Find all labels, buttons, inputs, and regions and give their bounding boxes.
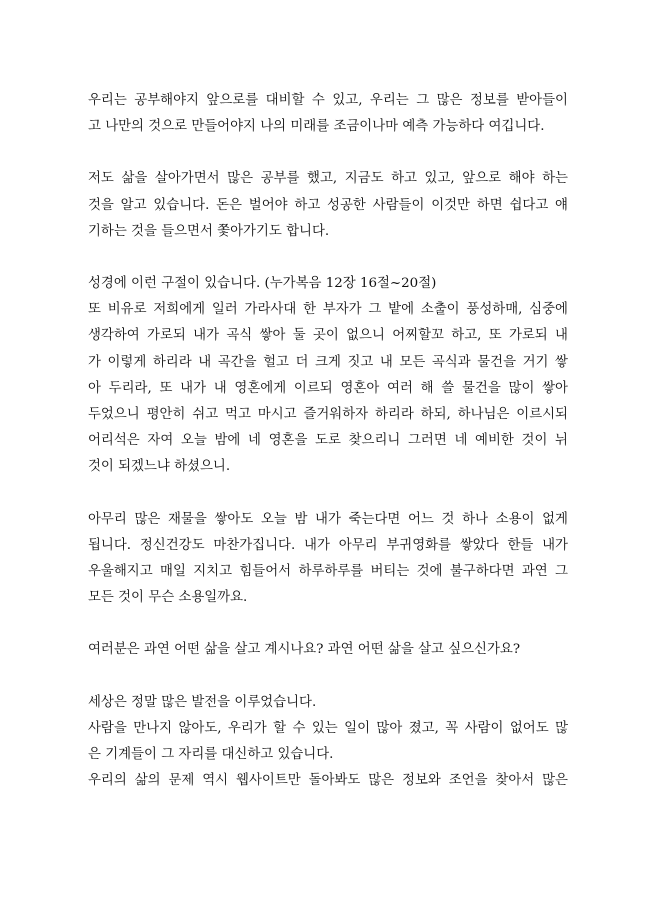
text-line: 세상은 정말 많은 발전을 이루었습니다. <box>88 694 317 710</box>
text-line: 우리의 삶의 문제 역시 웹사이트만 돌아봐도 많은 정보와 조언을 찾아서 많은 <box>88 773 568 789</box>
text-line: 모든 것이 무슨 소용일까요. <box>88 590 248 606</box>
text-line: 것을 알고 있습니다. 돈은 벌어야 하고 성공한 사람들이 이것만 하면 쉽다고 얘 <box>88 197 568 213</box>
paragraph-4 <box>88 507 568 612</box>
text-line: 성경에 이런 구절이 있습니다. (누가복음 12장 16절~20절) <box>88 276 437 292</box>
paragraph-5 <box>88 637 568 663</box>
text-line: 것이 되겠느냐 하셨으니. <box>88 459 231 475</box>
text-line: 또 비유로 저희에게 일러 가라사대 한 부자가 그 밭에 소출이 풍성하매, 심중에 <box>88 302 568 318</box>
text-line: 사람을 만나지 않아도, 우리가 할 수 있는 일이 많아 졌고, 꼭 사람이 없어도 많 <box>88 720 568 736</box>
text-line: 가 이렇게 하리라 내 곡간을 헐고 더 크게 짓고 내 모든 곡식과 물건을 거기 쌓 <box>88 354 568 370</box>
document-body <box>88 88 568 794</box>
text-line: 생각하여 가로되 내가 곡식 쌓아 둘 곳이 없으니 어찌할꼬 하고, 또 가로되 내 <box>88 328 568 344</box>
text-line: 아무리 많은 재물을 쌓아도 오늘 밤 내가 죽는다면 어느 것 하나 소용이 없게 <box>88 511 568 527</box>
text-line: 우리는 공부해야지 앞으로를 대비할 수 있고, 우리는 그 많은 정보를 받아들이 <box>88 93 568 108</box>
text-line: 은 기계들이 그 자리를 대신하고 있습니다. <box>88 747 334 763</box>
paragraph-6 <box>88 690 568 795</box>
text-line: 됩니다. 정신건강도 마찬가집니다. 내가 아무리 부귀영화를 쌓았다 한들 내가 <box>88 537 568 553</box>
paragraph-1 <box>88 88 568 140</box>
text-line: 기하는 것을 들으면서 쫓아가기도 합니다. <box>88 223 330 239</box>
text-line: 아 두리라, 또 내가 내 영혼에게 이르되 영혼아 여러 해 쓸 물건을 많이 쌓아 <box>88 380 568 396</box>
paragraph-3 <box>88 271 568 481</box>
text-line: 여러분은 과연 어떤 삶을 살고 계시나요? 과연 어떤 삶을 살고 싶으신가요? <box>88 642 521 658</box>
text-line: 고 나만의 것으로 만들어야지 나의 미래를 조금이나마 예측 가능하다 여깁니다. <box>88 119 545 135</box>
text-line: 우울해지고 매일 지치고 힘들어서 하루하루를 버티는 것에 불구하다면 과연 그 <box>88 564 568 580</box>
text-line: 두었으니 평안히 쉬고 먹고 마시고 즐거워하자 하리라 하되, 하나님은 이르시되 <box>88 407 568 423</box>
text-line: 어리석은 자여 오늘 밤에 네 영혼을 도로 찾으리니 그러면 네 예비한 것이 뉘 <box>88 433 568 449</box>
paragraph-2 <box>88 166 568 245</box>
text-line: 저도 삶을 살아가면서 많은 공부를 했고, 지금도 하고 있고, 앞으로 해야 하는 <box>88 171 568 187</box>
